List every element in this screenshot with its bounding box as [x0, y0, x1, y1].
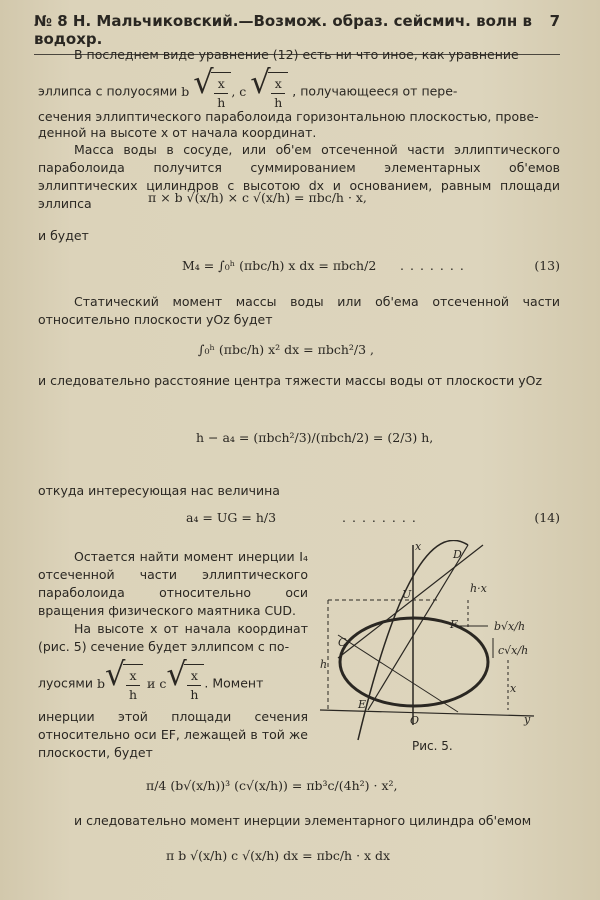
- paragraph-1-post: , получающееся от пере-: [292, 83, 458, 99]
- equation-center: h − a₄ = (πbch²/3)/(πbch/2) = (2/3) h,: [196, 430, 434, 445]
- equation-static-moment: ∫₀ʰ (πbc/h) x² dx = πbch²/3 ,: [198, 342, 375, 357]
- fig-label-y: y: [524, 713, 531, 726]
- fig-label-O: O: [410, 714, 420, 727]
- equation-inertia: π/4 (b√(x/h))³ (c√(x/h)) = πb³c/(4h²) · x²,: [146, 778, 398, 793]
- paragraph-1-line-4: денной на высоте x от начала координат.: [38, 125, 317, 140]
- paragraph-4: Статический момент массы воды или об'ема отсеченной части относительно плоскости yOz будет: [38, 294, 560, 327]
- fig-label-F: F: [450, 618, 458, 631]
- fig-label-C: C: [338, 636, 347, 649]
- paragraph-1-line-2: эллипса с полуосями b √ $\frac{x}{h}$ , c √ $\frac{x}{h}$ , получающееся от пере-: [38, 63, 458, 110]
- fig-label-E: E: [358, 698, 367, 711]
- axis-line-3: [338, 635, 458, 712]
- ellipse-section: [340, 618, 488, 706]
- paragraph-8-post: . Момент: [204, 675, 264, 691]
- fig-label-c: c√x/h: [498, 644, 529, 657]
- figure-5: [318, 540, 550, 760]
- figure-caption: Рис. 5.: [412, 739, 453, 753]
- paragraph-8-line-2: луосями b √ $\frac{x}{h}$ и c √ $\frac{x}{h}$ . Момент: [38, 655, 264, 702]
- equation-13: M₄ = ∫₀ʰ (πbc/h) x dx = πbch/2: [182, 258, 377, 273]
- header-title: № 8 Н. Мальчиковский.—Возмож. образ. сейсмич. волн в водохр.: [34, 12, 532, 48]
- paragraph-9: инерции этой площади сечения относительно оси EF, лежащей в той же плоскости, будет: [38, 709, 308, 760]
- paragraph-2: Масса воды в сосуде, или об'ем отсеченной части эллиптического параболоида получится суммированием элементарных об'емов эллиптических цилиндров с высотою dx и основанием, равным площади эллипса: [38, 142, 560, 211]
- fig-label-b: b√x/h: [494, 620, 526, 633]
- equation-14-dots: ........: [342, 510, 422, 525]
- fig-label-x: x: [510, 682, 517, 695]
- equation-14-label: (14): [534, 510, 560, 525]
- paragraph-1: В последнем виде уравнение (12) есть ни что иное, как уравнение: [74, 47, 519, 62]
- fig-label-x-axis: x: [415, 540, 422, 553]
- paragraph-3: и будет: [38, 228, 89, 243]
- page-number: 7: [549, 12, 560, 30]
- paragraph-5: и следовательно расстояние центра тяжести массы воды от плоскости yOz: [38, 373, 543, 388]
- equation-13-dots: .......: [400, 258, 470, 273]
- equation-last: π b √(x/h) c √(x/h) dx = πbc/h · x dx: [166, 848, 391, 863]
- fig-label-D: D: [453, 548, 462, 561]
- paragraph-10: и следовательно момент инерции элементарного цилиндра об'емом: [74, 813, 532, 828]
- equation-13-label: (13): [534, 258, 560, 273]
- fig-label-hx: h·x: [470, 582, 487, 595]
- paragraph-7: Остается найти момент инерции I₄ отсеченной части эллиптического параболоида относительно оси вращения физического маятника CUD.: [38, 549, 308, 618]
- paragraph-8: На высоте x от начала координат (рис. 5) сечение будет эллипсом с по-: [38, 621, 308, 654]
- paragraph-1-pre: эллипса с полуосями: [38, 83, 178, 99]
- paragraph-1-line-3: сечения эллиптического параболоида горизонтальною плоскостью, прове-: [38, 109, 539, 124]
- axis-cud: [338, 545, 483, 658]
- equation-14: a₄ = UG = h/3: [186, 510, 277, 525]
- fig-label-h: h: [320, 658, 328, 671]
- equation-area: π × b √(x/h) × c √(x/h) = πbc/h · x,: [148, 190, 367, 205]
- y-axis-line: [320, 710, 534, 716]
- paragraph-6: откуда интересующая нас величина: [38, 483, 280, 498]
- fig-label-U: U: [402, 588, 412, 601]
- paragraph-8-pre: луосями: [38, 675, 93, 691]
